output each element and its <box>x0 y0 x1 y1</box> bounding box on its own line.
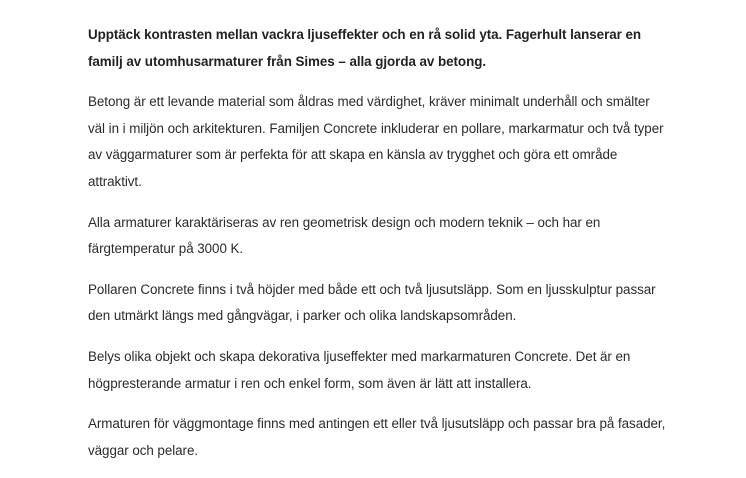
article-body <box>88 22 668 478</box>
article-paragraph: Alla armaturer karaktäriseras av ren geometrisk design och modern teknik – och har en färgtemperatur på 3000 K. <box>88 214 601 257</box>
article-paragraph: Pollaren Concrete finns i två höjder med både ett och två ljusutsläpp. Som en ljusskulptur passar den utmärkt längs med gångvägar, i parker och olika landskapsområden. <box>88 281 656 324</box>
article-paragraph: Belys olika objekt och skapa dekorativa ljuseffekter med markarmaturen Concrete. Det är en högpresterande armatur i ren och enkel form, som även är lätt att installera. <box>88 348 631 391</box>
article-paragraph: Armaturen för väggmontage finns med antingen ett eller två ljusutsläpp och passar bra på fasader, väggar och pelare. <box>88 416 666 458</box>
article-lead: Upptäck kontrasten mellan vackra ljuseffekter och en rå solid yta. Fagerhult lanserar en familj av utomhusarmaturer från Simes – alla gjorda av betong. <box>88 27 641 69</box>
article-paragraph: Betong är ett levande material som åldras med värdighet, kräver minimalt underhåll och smälter väl in i miljön och arkitekturen. Familjen Concrete inkluderar en pollare, markarmatur och två typer av väggarmaturer som är perfekta för att skapa en känsla av trygghet och göra ett område attraktivt. <box>88 94 664 189</box>
